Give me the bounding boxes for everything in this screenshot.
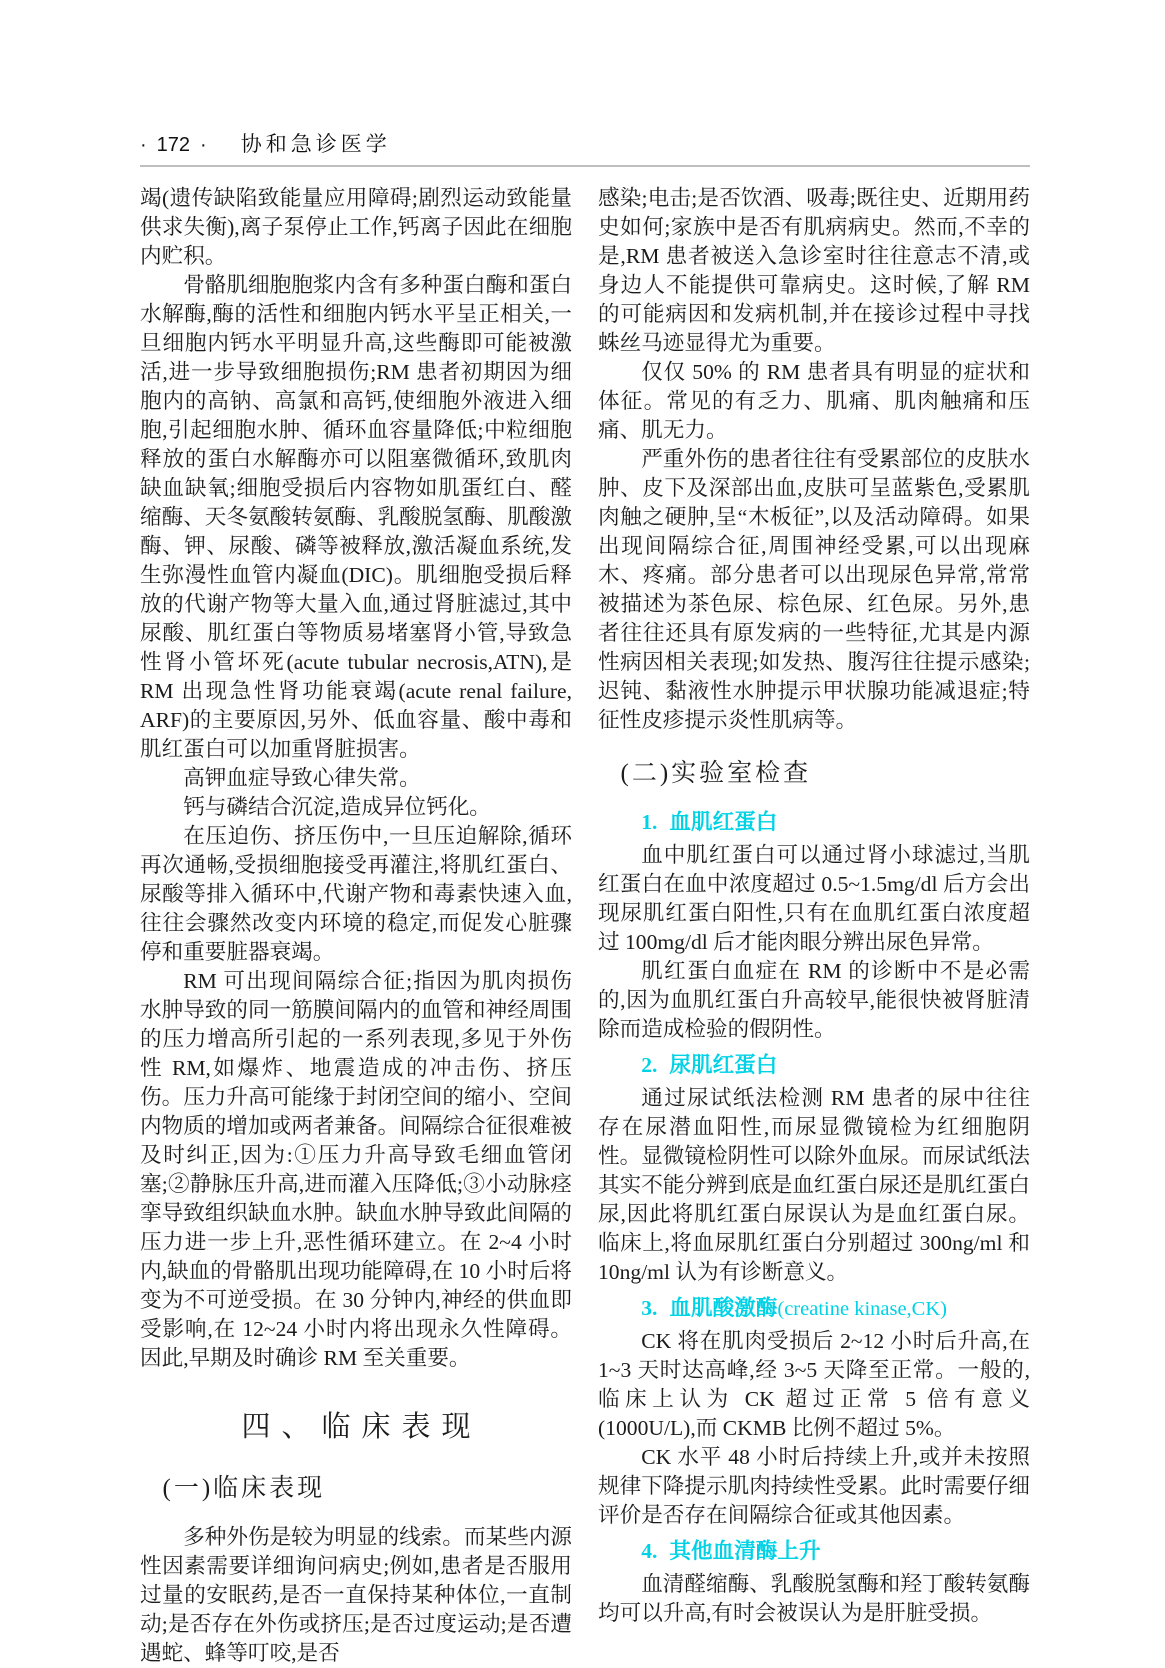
subheading-number: 4. — [641, 1539, 658, 1563]
body-paragraph: RM 可出现间隔综合征;指因为肌肉损伤水肿导致的同一筋膜间隔内的血管和神经周围的压力增高所引起的一系列表现,多见于外伤性 RM,如爆炸、地震造成的冲击伤、挤压伤。压力升高可能缘于封闭空间的缩小、空间内物质的增加或两者兼备。间隔综合征很难被及时纠正,因为:①压力升高导致毛细血管闭塞;②静脉压升高,进而灌入压降低;③小动脉痉挛导致组织缺血水肿。缺血水肿导致此间隔的压力进一步上升,恶性循环建立。在 2~4 小时内,缺血的骨骼肌出现功能障碍,在 10 小时后将变为不可逆受损。在 30 分钟内,神经的供血即受影响,在 12~24 小时内将出现永久性障碍。因此,早期及时确诊 RM 至关重要。 — [140, 969, 572, 1370]
subsection-heading: (二)实验室检查 — [620, 760, 812, 787]
body-paragraph: 通过尿试纸法检测 RM 患者的尿中往往存在尿潜血阳性,而尿显微镜检为红细胞阴性。显微镜检阴性可以除外血尿。而尿试纸法其实不能分辨到底是血红蛋白尿还是肌红蛋白尿,因此将肌红蛋白尿误认为是血红蛋白尿。临床上,将血尿肌红蛋白分别超过 300ng/ml 和 10ng/ml 认为有诊断意义。 — [598, 1086, 1030, 1284]
body-paragraph: 钙与磷结合沉淀,造成异位钙化。 — [183, 795, 491, 819]
body-paragraph: 高钾血症导致心律失常。 — [183, 766, 421, 790]
left-column — [140, 184, 572, 1668]
body-paragraph: CK 水平 48 小时后持续上升,或并未按照规律下降提示肌肉持续性受累。此时需要仔细评价是否存在间隔综合征或其他因素。 — [598, 1445, 1030, 1527]
subheading-title-en: (creatine kinase,CK) — [777, 1298, 947, 1320]
body-paragraph: 多种外伤是较为明显的线索。而某些内源性因素需要详细询问病史;例如,患者是否服用过量的安眠药,是否一直保持某种体位,一直制动;是否存在外伤或挤压;是否过度运动;是否遭遇蛇、蜂等叮咬,是否 — [140, 1525, 572, 1665]
two-column-body — [140, 184, 1030, 1668]
subheading-title: 血肌酸激酶 — [669, 1296, 778, 1320]
body-paragraph: 血中肌红蛋白可以通过肾小球滤过,当肌红蛋白在血中浓度超过 0.5~1.5mg/dl 后方会出现尿肌红蛋白阳性,只有在血肌红蛋白浓度超过 100mg/dl 后才能肉眼分辨出尿色异常。 — [598, 843, 1030, 954]
body-paragraph: 仅仅 50% 的 RM 患者具有明显的症状和体征。常见的有乏力、肌痛、肌肉触痛和压痛、肌无力。 — [598, 360, 1030, 442]
page-container — [140, 0, 1030, 1668]
subheading-number: 3. — [641, 1296, 658, 1320]
header-dot-right: · — [200, 134, 207, 156]
right-column — [598, 184, 1030, 1668]
body-paragraph: 血清醛缩酶、乳酸脱氢酶和羟丁酸转氨酶均可以升高,有时会被误认为是肝脏受损。 — [598, 1572, 1030, 1625]
numbered-subheading — [598, 1537, 1030, 1567]
page-number: 172 — [156, 134, 191, 156]
body-paragraph: CK 将在肌肉受损后 2~12 小时后升高,在 1~3 天时达高峰,经 3~5 天降至正常。一般的,临床上认为 CK 超过正常 5 倍有意义(1000U/L),而 CKMB 比例不超过 5%。 — [598, 1329, 1030, 1440]
header-dot-left: · — [140, 134, 147, 156]
subheading-number: 1. — [641, 810, 658, 834]
body-paragraph: 骨骼肌细胞胞浆内含有多种蛋白酶和蛋白水解酶,酶的活性和细胞内钙水平呈正相关,一旦细胞内钙水平明显升高,这些酶即可能被激活,进一步导致细胞损伤;RM 患者初期因为细胞内的高钠、高氯和高钙,使细胞外液进入细胞,引起细胞水肿、循环血容量降低;中粒细胞释放的蛋白水解酶亦可以阻塞微循环,致肌肉缺血缺氧;细胞受损后内容物如肌蛋红白、醛缩酶、天冬氨酸转氨酶、乳酸脱氢酶、肌酸激酶、钾、尿酸、磷等被释放,激活凝血系统,发生弥漫性血管内凝血(DIC)。肌细胞受损后释放的代谢产物等大量入血,通过肾脏滤过,其中尿酸、肌红蛋白等物质易堵塞肾小管,导致急性肾小管坏死(acute tubular necrosis,ATN),是 RM 出现急性肾功能衰竭(acute renal failure, ARF)的主要原因,另外、低血容量、酸中毒和肌红蛋白可以加重肾脏损害。 — [140, 273, 572, 761]
subheading-number: 2. — [641, 1053, 658, 1077]
subheading-title: 血肌红蛋白 — [669, 810, 778, 834]
body-paragraph: 竭(遗传缺陷致能量应用障碍;剧烈运动致能量供求失衡),离子泵停止工作,钙离子因此在细胞内贮积。 — [140, 186, 572, 268]
body-paragraph: 严重外伤的患者往往有受累部位的皮肤水肿、皮下及深部出血,皮肤可呈蓝紫色,受累肌肉触之硬肿,呈“木板征”,以及活动障碍。如果出现间隔综合征,周围神经受累,可以出现麻木、疼痛。部分患者可以出现尿色异常,常常被描述为茶色尿、棕色尿、红色尿。另外,患者往往还具有原发病的一些特征,尤其是内源性病因相关表现;如发热、腹泻往往提示感染;迟钝、黏液性水肿提示甲状腺功能减退症;特征性皮疹提示炎性肌病等。 — [598, 447, 1030, 732]
numbered-subheading — [598, 808, 1030, 838]
numbered-subheading — [598, 1294, 1030, 1324]
running-header — [140, 128, 1030, 158]
book-title: 协和急诊医学 — [240, 132, 391, 156]
subheading-title: 其他血清酶上升 — [669, 1539, 821, 1563]
subsection-heading: (一)临床表现 — [162, 1475, 326, 1502]
page-number-block — [140, 134, 207, 157]
subheading-title: 尿肌红蛋白 — [669, 1053, 778, 1077]
numbered-subheading — [598, 1051, 1030, 1081]
section-heading: 四、临床表现 — [241, 1411, 482, 1443]
body-paragraph: 肌红蛋白血症在 RM 的诊断中不是必需的,因为血肌红蛋白升高较早,能很快被肾脏清除而造成检验的假阴性。 — [598, 959, 1030, 1041]
body-paragraph: 在压迫伤、挤压伤中,一旦压迫解除,循环再次通畅,受损细胞接受再灌注,将肌红蛋白、尿酸等排入循环中,代谢产物和毒素快速入血,往往会骤然改变内环境的稳定,而促发心脏骤停和重要脏器衰竭。 — [140, 824, 572, 964]
header-rule — [140, 165, 1030, 167]
body-paragraph: 感染;电击;是否饮酒、吸毒;既往史、近期用药史如何;家族中是否有肌病病史。然而,不幸的是,RM 患者被送入急诊室时往往意志不清,或身边人不能提供可靠病史。这时候,了解 RM 的可能病因和发病机制,并在接诊过程中寻找蛛丝马迹显得尤为重要。 — [598, 186, 1030, 355]
